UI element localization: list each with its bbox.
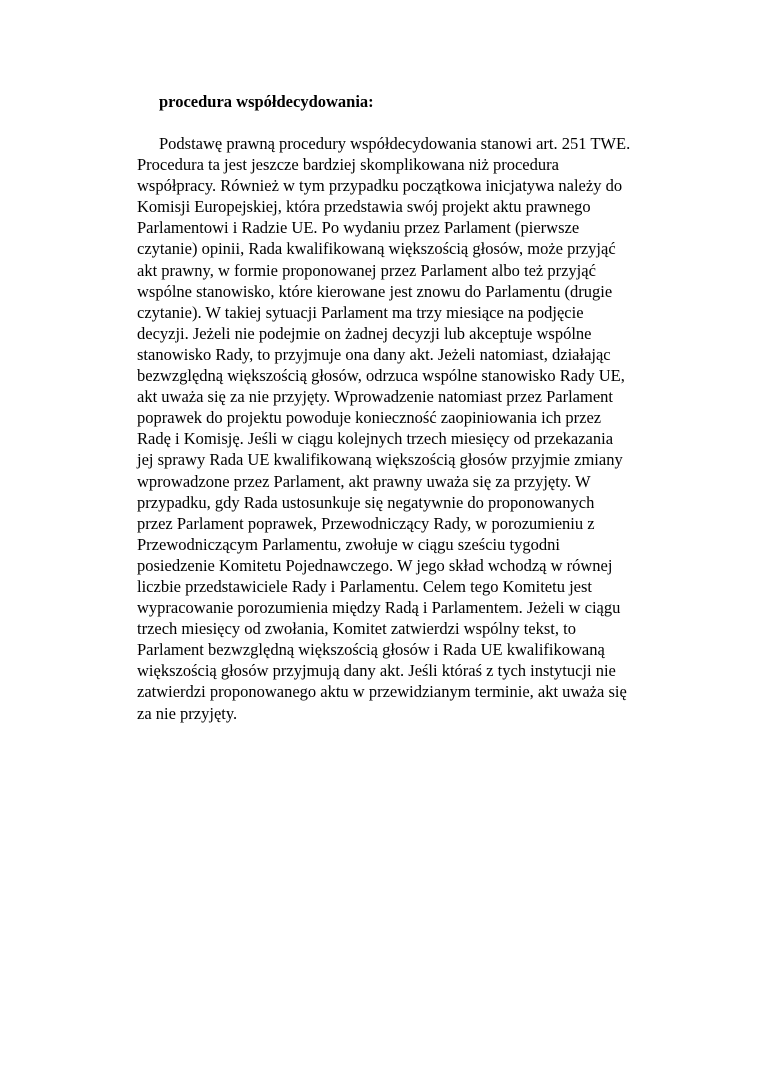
paragraph-line: wspólne stanowisko, które kierowane jest znowu do Parlamentu (drugie [137, 281, 613, 301]
paragraph-line: czytanie) opinii, Rada kwalifikowaną większością głosów, może przyjąć [137, 239, 616, 259]
paragraph-line: za nie przyjęty. [137, 703, 238, 723]
paragraph-line: przypadku, gdy Rada ustosunkuje się negatywnie do proponowanych [137, 492, 595, 512]
paragraph-line: Radę i Komisję. Jeśli w ciągu kolejnych trzech miesięcy od przekazania [137, 429, 614, 449]
paragraph-line: zatwierdzi proponowanego aktu w przewidzianym terminie, akt uważa się [137, 682, 627, 702]
paragraph-line: poprawek do projektu powoduje konieczność zaopiniowania ich przez [137, 408, 602, 428]
paragraph-line: współpracy. Również w tym przypadku początkowa inicjatywa należy do [137, 176, 623, 196]
paragraph-line: wypracowanie porozumienia między Radą i Parlamentem. Jeżeli w ciągu [137, 598, 621, 618]
paragraph-line: decyzji. Jeżeli nie podejmie on żadnej decyzji lub akceptuje wspólne [137, 323, 592, 343]
paragraph-line: jej sprawy Rada UE kwalifikowaną większością głosów przyjmie zmiany [137, 450, 623, 470]
paragraph-line: większością głosów przyjmują dany akt. Jeśli któraś z tych instytucji nie [137, 661, 616, 681]
paragraph-line: Podstawę prawną procedury współdecydowania stanowi art. 251 TWE. [159, 134, 631, 153]
paragraph-line: akt uważa się za nie przyjęty. Wprowadzenie natomiast przez Parlament [137, 387, 613, 407]
paragraph-line: wprowadzone przez Parlament, akt prawny uważa się za przyjęty. W [137, 471, 591, 491]
paragraph-line: Komisji Europejskiej, która przedstawia swój projekt aktu prawnego [137, 197, 591, 217]
paragraph-line: bezwzględną większością głosów, odrzuca wspólne stanowisko Rady UE, [137, 366, 625, 386]
paragraph-line: Procedura ta jest jeszcze bardziej skomplikowana niż procedura [137, 155, 559, 175]
paragraph-line: Parlamentowi i Radzie UE. Po wydaniu przez Parlament (pierwsze [137, 218, 580, 238]
paragraph-line: Przewodniczącym Parlamentu, zwołuje w ciągu sześciu tygodni [137, 534, 560, 554]
paragraph-line: posiedzenie Komitetu Pojednawczego. W jego skład wchodzą w równej [137, 555, 613, 575]
paragraph-line: Parlament bezwzględną większością głosów i Rada UE kwalifikowaną [137, 640, 605, 660]
paragraph-line: akt prawny, w formie proponowanej przez Parlament albo też przyjąć [137, 260, 596, 280]
section-heading: procedura współdecydowania: [159, 92, 374, 111]
paragraph-line: trzech miesięcy od zwołania, Komitet zatwierdzi wspólny tekst, to [137, 619, 576, 639]
paragraph-line: przez Parlament poprawek, Przewodniczący Rady, w porozumieniu z [137, 513, 595, 533]
paragraph-line: stanowisko Rady, to przyjmuje ona dany akt. Jeżeli natomiast, działając [137, 344, 611, 364]
body-paragraph [137, 133, 677, 724]
paragraph-line: czytanie). W takiej sytuacji Parlament ma trzy miesiące na podjęcie [137, 302, 584, 322]
paragraph-line: liczbie przedstawiciele Rady i Parlamentu. Celem tego Komitetu jest [137, 576, 592, 596]
